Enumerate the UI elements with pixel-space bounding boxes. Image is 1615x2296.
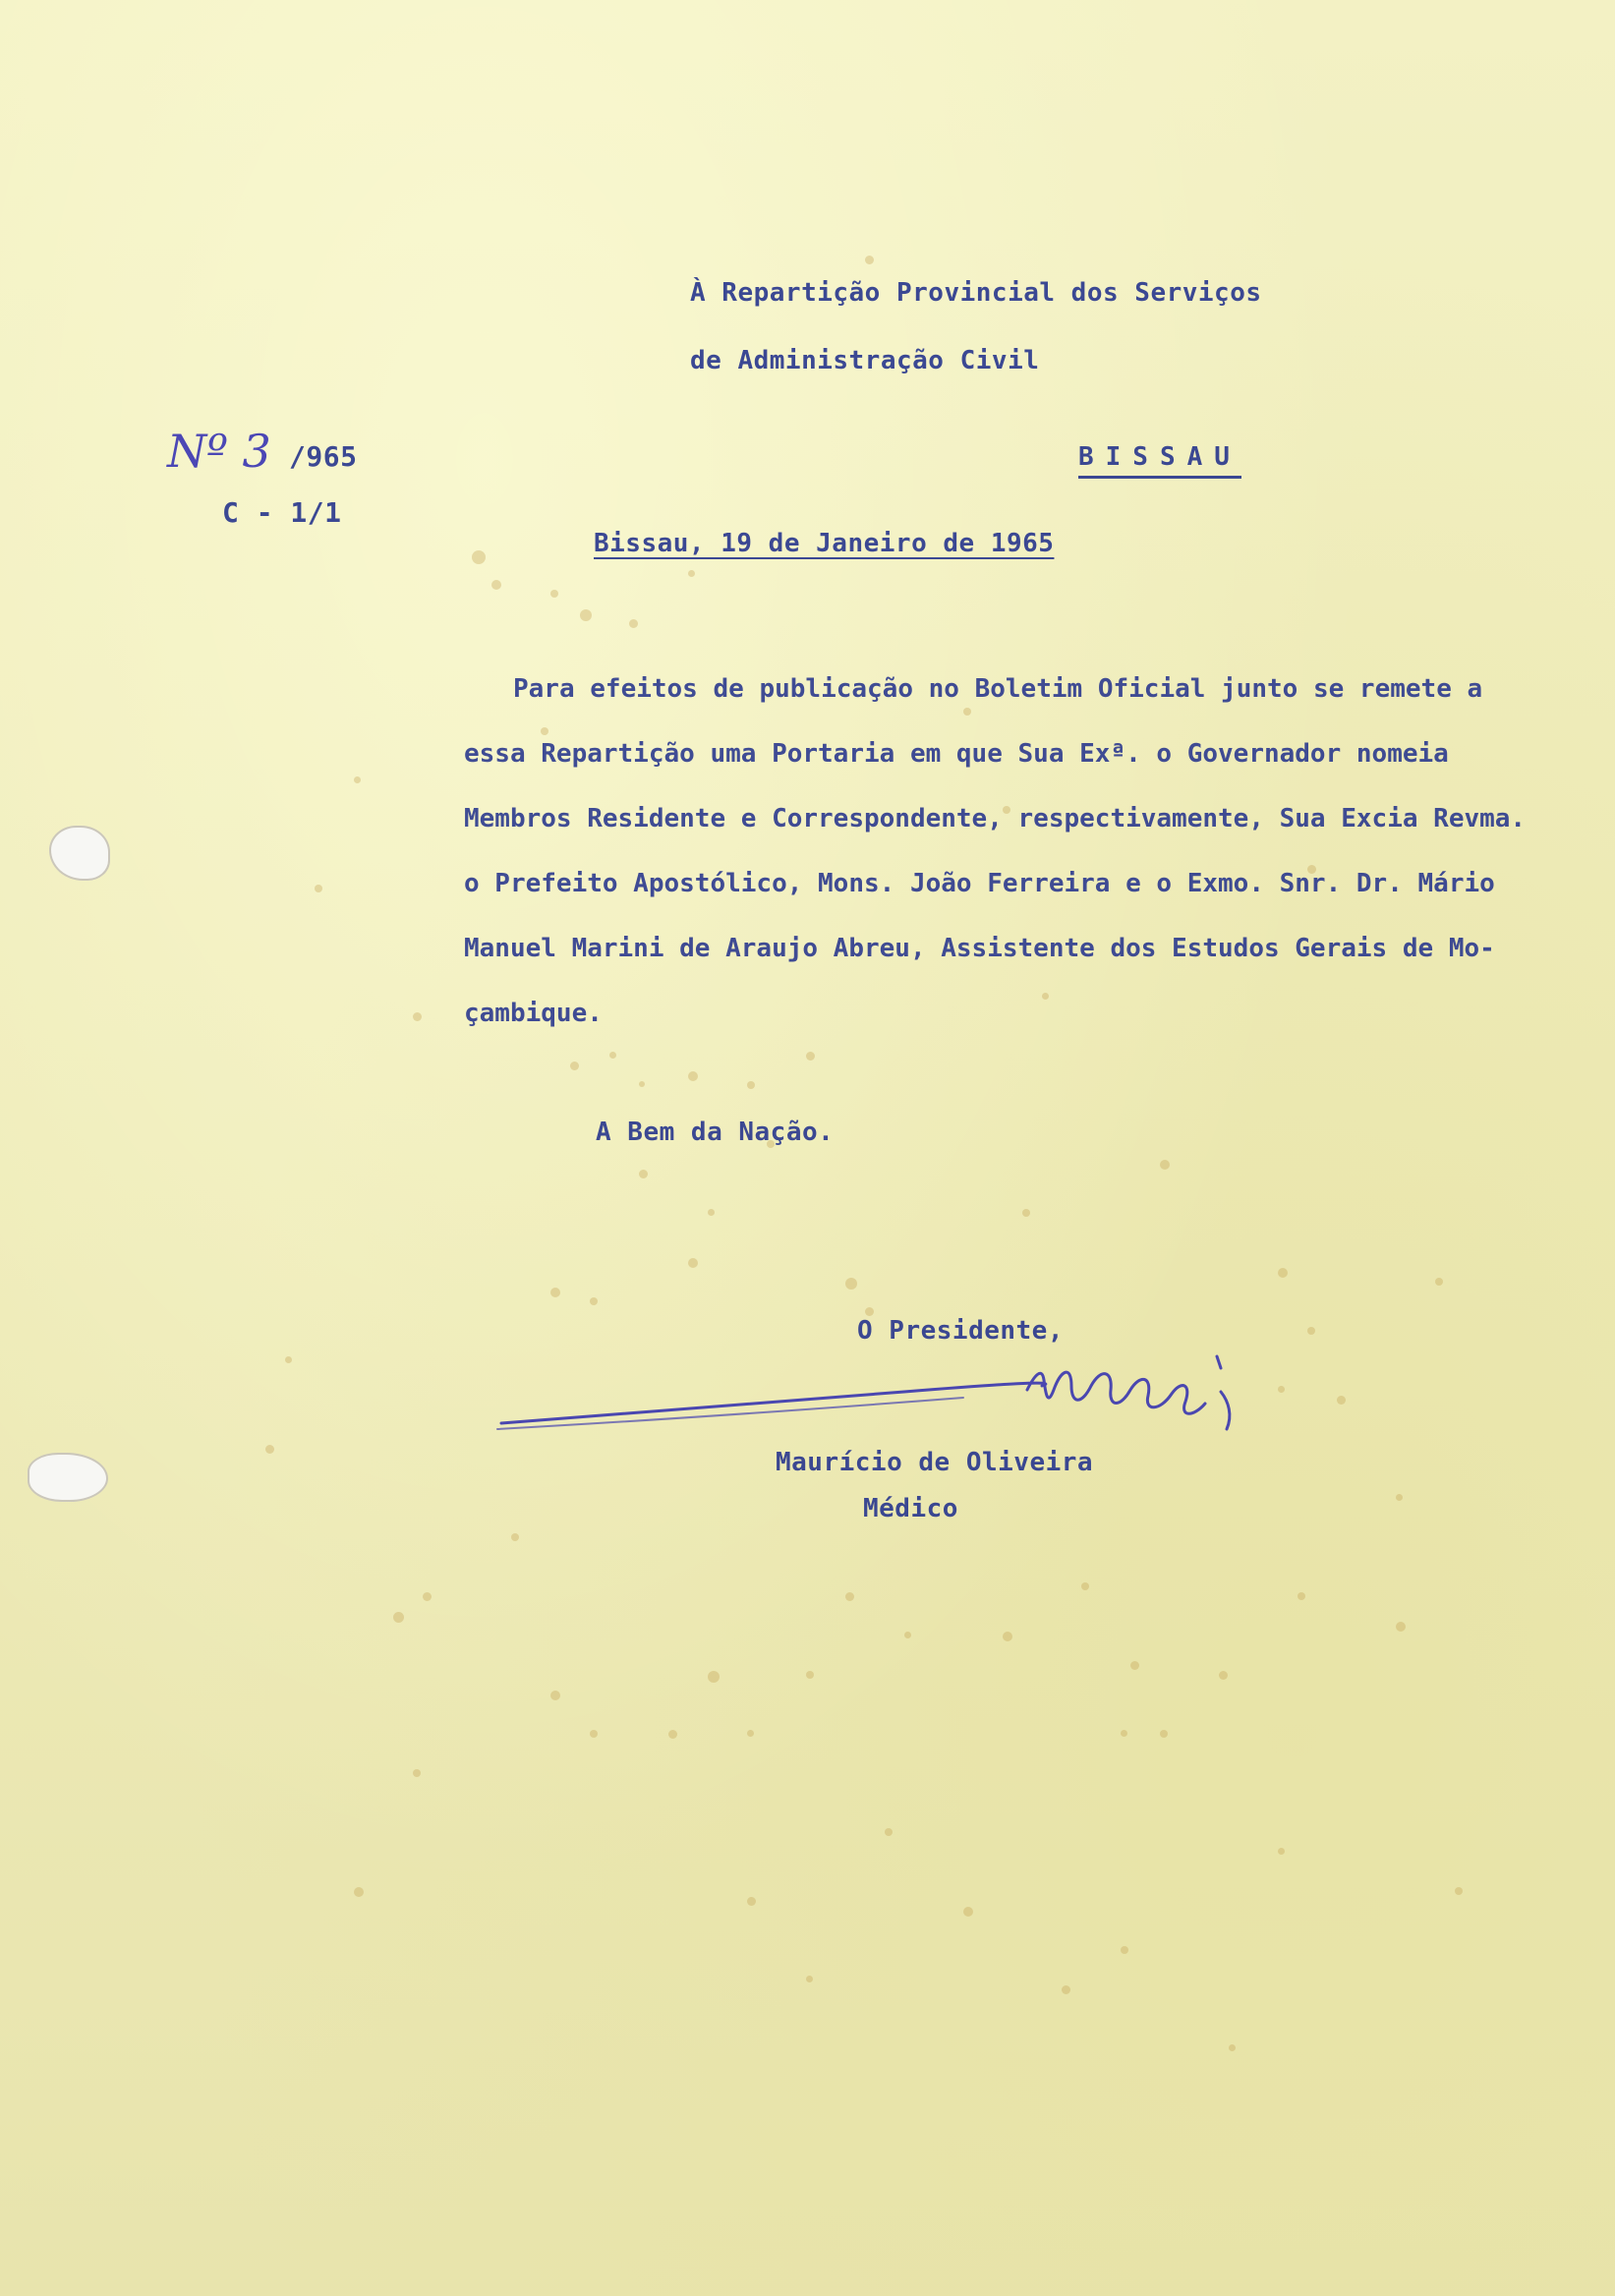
stain-spot: [550, 1691, 560, 1700]
reference-code: C - 1/1: [222, 496, 342, 529]
body-paragraph: [464, 657, 1565, 1046]
stain-spot: [845, 1278, 857, 1290]
stain-spot: [609, 1052, 616, 1059]
stain-spot: [590, 1730, 598, 1738]
stain-spot: [1435, 1278, 1443, 1286]
body-line: Membros Residente e Correspondente, respectivamente, Sua Excia Revma.: [464, 804, 1527, 833]
stain-spot: [708, 1209, 715, 1216]
body-line: çambique.: [464, 999, 603, 1028]
stain-spot: [806, 1052, 815, 1061]
stain-spot: [865, 256, 874, 264]
stain-spot: [1160, 1730, 1168, 1738]
stain-spot: [1396, 1622, 1406, 1632]
stain-spot: [708, 1671, 720, 1683]
stain-spot: [963, 1907, 973, 1917]
stain-spot: [1396, 1494, 1403, 1501]
body-line: essa Repartição uma Portaria em que Sua Exª. o Governador nomeia: [464, 739, 1449, 769]
stain-spot: [1121, 1946, 1128, 1954]
stain-spot: [904, 1632, 911, 1638]
stain-spot: [1022, 1209, 1030, 1217]
stain-spot: [354, 1887, 364, 1897]
stain-spot: [550, 1288, 560, 1297]
stain-spot: [413, 1769, 421, 1777]
stain-spot: [688, 1258, 698, 1268]
stain-spot: [580, 609, 592, 621]
stain-spot: [747, 1897, 756, 1906]
stain-spot: [590, 1297, 598, 1305]
signatory-name: Maurício de Oliveira: [776, 1448, 1094, 1477]
date-line: Bissau, 19 de Janeiro de 1965: [594, 529, 1055, 558]
punch-hole-top: [49, 826, 110, 881]
addressee-line-2: de Administração Civil: [690, 346, 1040, 375]
stain-spot: [688, 1071, 698, 1081]
stain-spot: [472, 550, 486, 564]
signatory-title: O Presidente,: [857, 1316, 1064, 1346]
stain-spot: [688, 570, 695, 577]
stain-spot: [1337, 1396, 1346, 1405]
stain-spot: [885, 1828, 893, 1836]
stain-spot: [639, 1170, 648, 1178]
stain-spot: [1229, 2044, 1236, 2051]
stain-spot: [747, 1730, 754, 1737]
stain-spot: [806, 1976, 813, 1982]
body-line: o Prefeito Apostólico, Mons. João Ferreira e o Exmo. Snr. Dr. Mário: [464, 869, 1495, 898]
stain-spot: [1278, 1268, 1288, 1278]
stain-spot: [491, 580, 501, 590]
stain-spot: [550, 590, 558, 598]
stain-spot: [413, 1012, 422, 1021]
stain-spot: [845, 1592, 854, 1601]
reference-year: /965: [289, 440, 358, 473]
stain-spot: [639, 1081, 645, 1087]
stain-spot: [393, 1612, 404, 1623]
stain-spot: [570, 1062, 579, 1070]
closing-salutation: A Bem da Nação.: [596, 1118, 835, 1147]
stain-spot: [747, 1081, 755, 1089]
stain-spot: [1160, 1160, 1170, 1170]
handwritten-signature: [491, 1347, 1298, 1455]
stain-spot: [1003, 1632, 1012, 1641]
signatory-profession: Médico: [863, 1494, 958, 1523]
body-line: Manuel Marini de Araujo Abreu, Assistente dos Estudos Gerais de Mo-: [464, 934, 1495, 963]
stain-spot: [629, 619, 638, 628]
stain-spot: [1081, 1582, 1089, 1590]
stain-spot: [265, 1445, 274, 1454]
stain-spot: [1278, 1848, 1285, 1855]
body-line: Para efeitos de publicação no Boletim Oficial junto se remete a: [513, 674, 1483, 704]
stain-spot: [865, 1307, 874, 1316]
stain-spot: [511, 1533, 519, 1541]
stain-spot: [1062, 1985, 1070, 1994]
stain-spot: [285, 1356, 292, 1363]
punch-hole-bottom: [28, 1453, 108, 1502]
stain-spot: [1130, 1661, 1139, 1670]
stain-spot: [668, 1730, 677, 1739]
stain-spot: [1121, 1730, 1127, 1737]
stain-spot: [423, 1592, 432, 1601]
addressee-line-1: À Repartição Provincial dos Serviços: [690, 278, 1262, 308]
stain-spot: [1455, 1887, 1463, 1895]
addressee-city: BISSAU: [1078, 442, 1241, 479]
stain-spot: [1219, 1671, 1228, 1680]
stain-spot: [1307, 1327, 1315, 1335]
stain-spot: [315, 885, 322, 892]
reference-number-handwritten: Nº 3: [167, 425, 271, 478]
stain-spot: [1298, 1592, 1305, 1600]
stain-spot: [806, 1671, 814, 1679]
stain-spot: [354, 776, 361, 783]
